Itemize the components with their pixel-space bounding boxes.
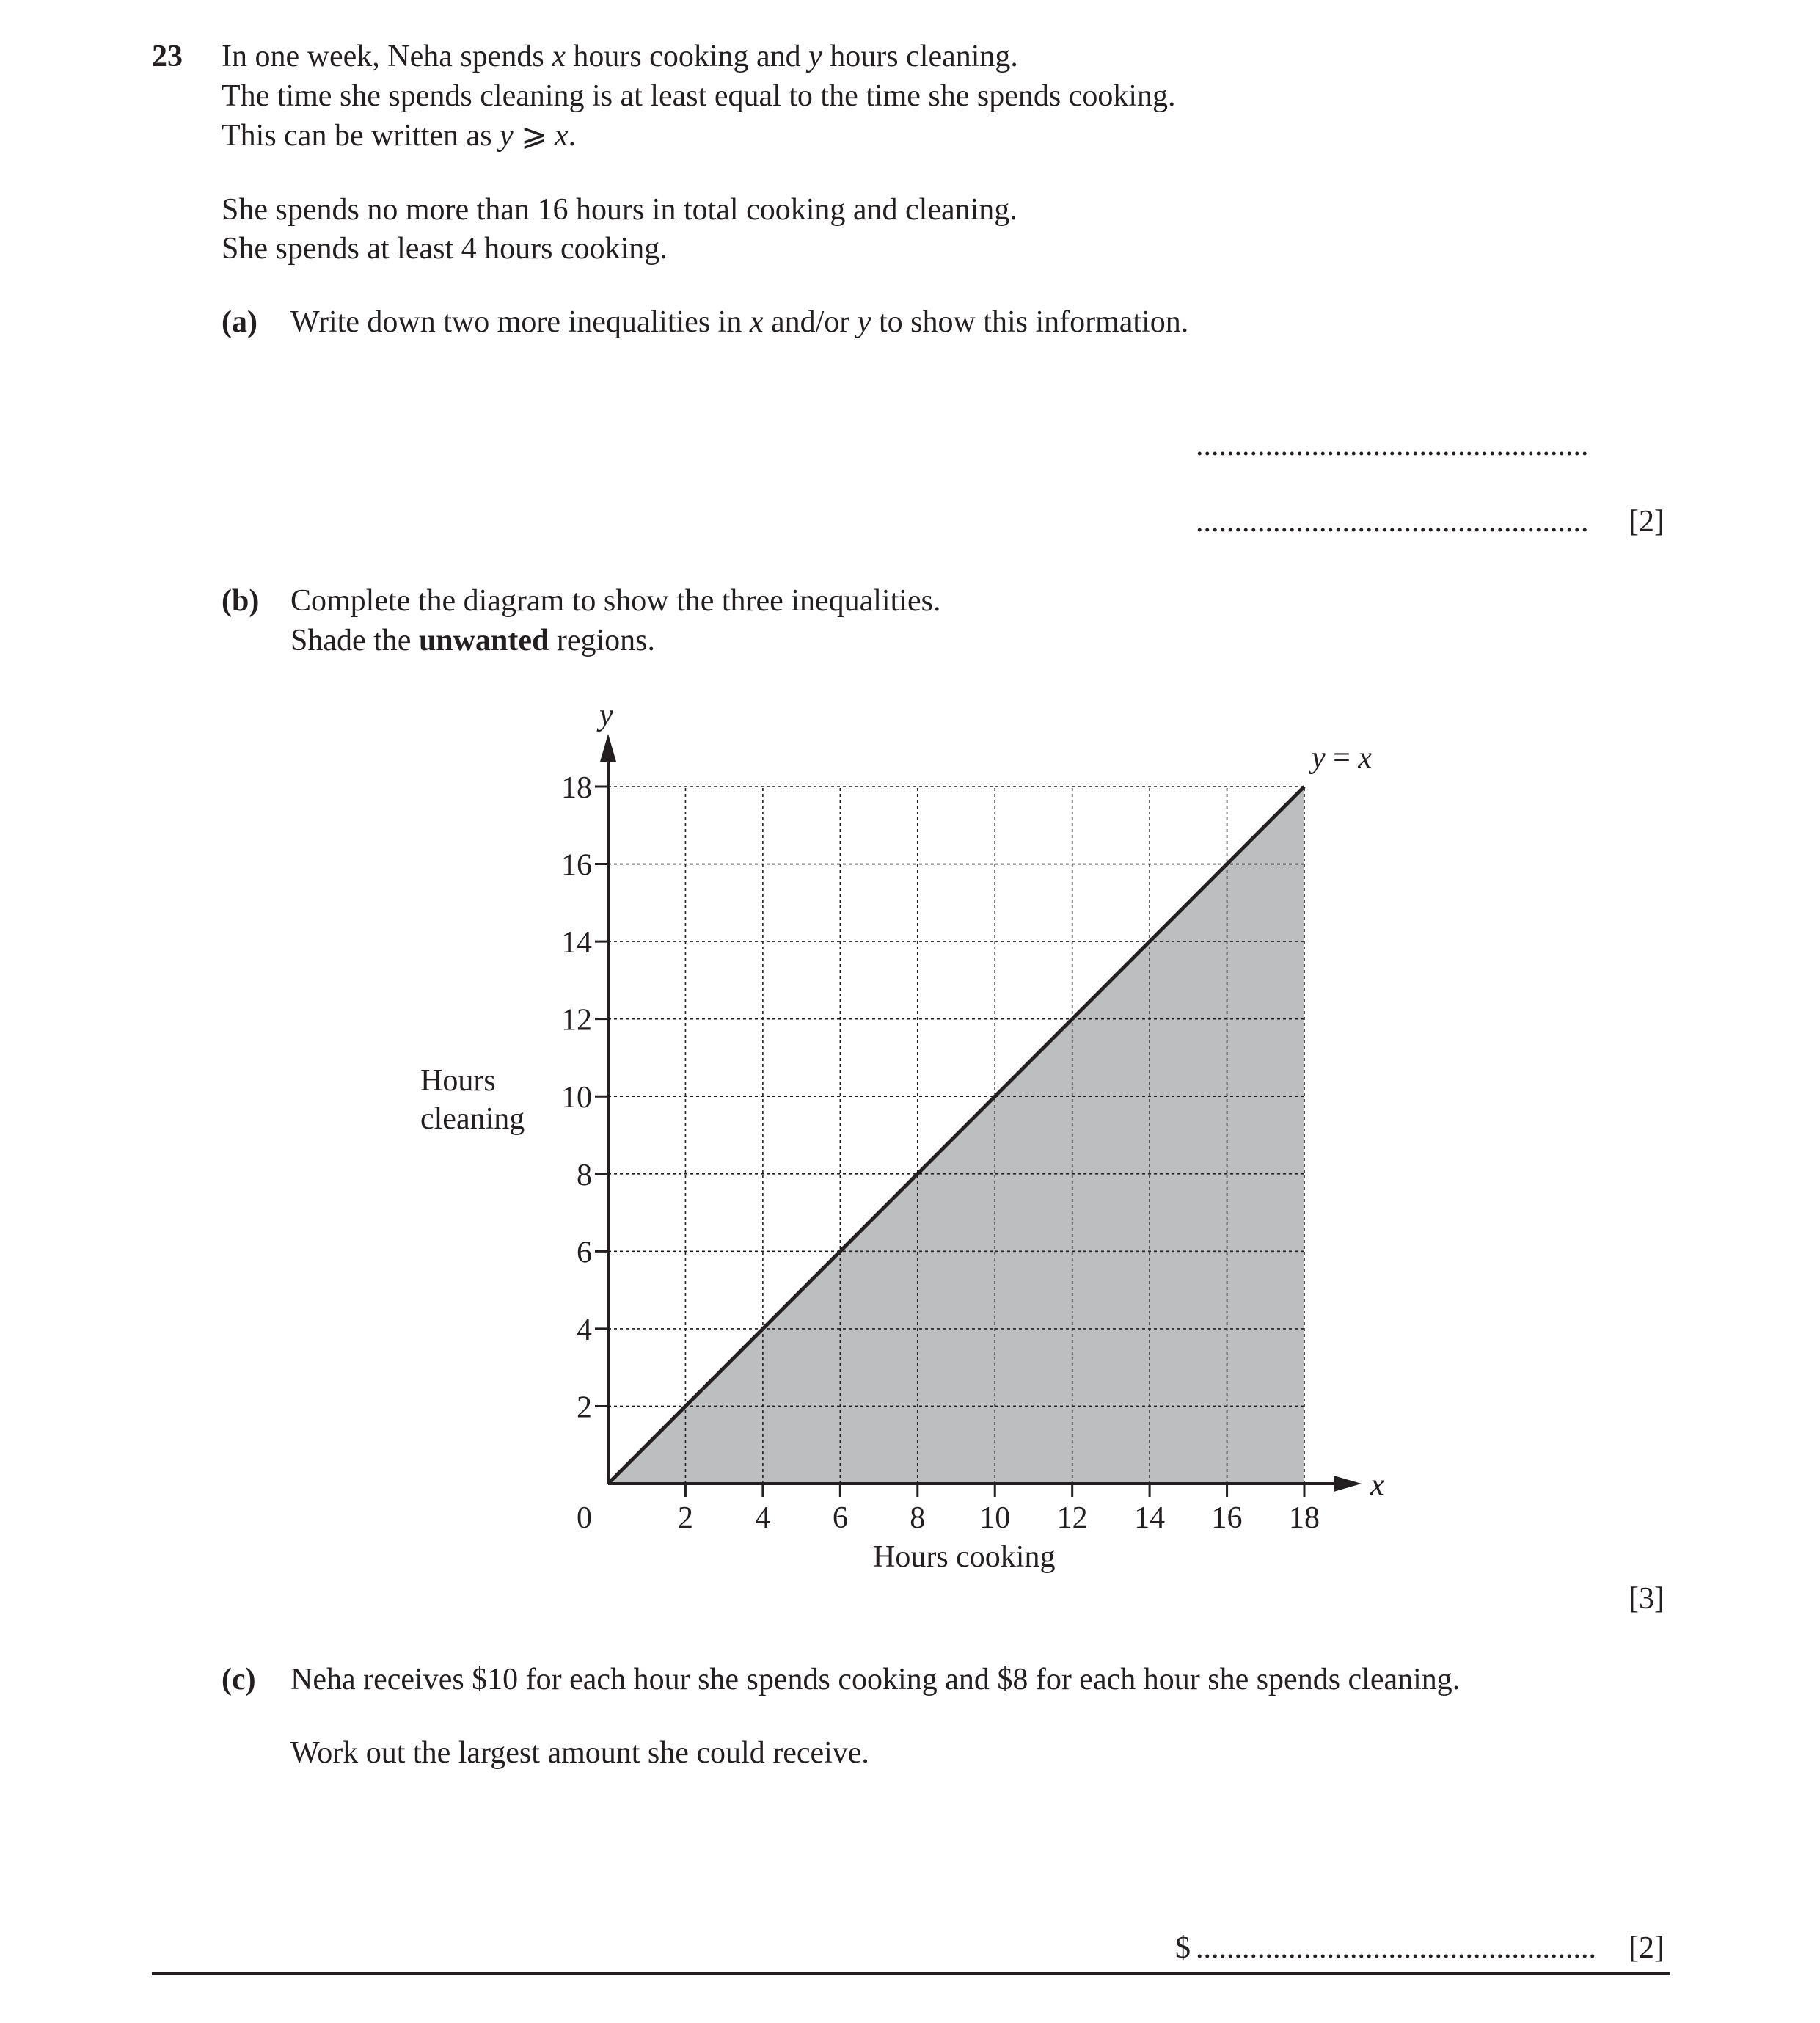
y-tick-label-2: 2 — [577, 1390, 592, 1425]
y-axis-symbol: y — [599, 699, 613, 732]
part-b-label: (b) — [222, 584, 260, 618]
y-tick-label-14: 14 — [561, 926, 592, 961]
x-tick-label-12: 12 — [1056, 1501, 1088, 1535]
y-axis-title-line-2: cleaning — [420, 1102, 525, 1136]
part-b-instruction-1: Complete the diagram to show the three inequalities. — [290, 584, 941, 618]
part-a-question: Write down two more inequalities in x and/or y to show this information. — [290, 305, 1189, 339]
origin-label: 0 — [577, 1501, 592, 1535]
y-tick-label-12: 12 — [561, 1003, 592, 1038]
y-tick-label-6: 6 — [577, 1236, 592, 1270]
x-tick-label-6: 6 — [832, 1501, 848, 1535]
part-a-answer-line-2[interactable]: ................................................... — [1196, 505, 1589, 539]
bottom-rule — [152, 1972, 1670, 1975]
intro-line-5: She spends at least 4 hours cooking. — [222, 232, 668, 266]
part-c-question-1: Neha receives $10 for each hour she spends cooking and $8 for each hour she spends cleaning. — [290, 1663, 1461, 1696]
line-label-y-equals-x: y = x — [1312, 741, 1372, 775]
x-axis-title: Hours cooking — [873, 1540, 1056, 1574]
y-tick-label-8: 8 — [577, 1158, 592, 1192]
part-a-answer-line-1[interactable]: ................................................... — [1196, 429, 1589, 462]
intro-line-2: The time she spends cleaning is at least equal to the time she spends cooking. — [222, 79, 1176, 113]
x-tick-label-8: 8 — [910, 1501, 926, 1535]
part-c-label: (c) — [222, 1663, 256, 1696]
y-axis-title-line-1: Hours — [420, 1064, 496, 1098]
part-a-label: (a) — [222, 305, 257, 339]
y-tick-label-10: 10 — [561, 1081, 592, 1115]
x-tick-label-16: 16 — [1211, 1501, 1243, 1535]
x-tick-label-18: 18 — [1289, 1501, 1320, 1535]
x-axis-arrow-icon — [1334, 1476, 1362, 1492]
x-tick-label-14: 14 — [1134, 1501, 1166, 1535]
x-tick-label-4: 4 — [755, 1501, 771, 1535]
x-tick-label-2: 2 — [677, 1501, 693, 1535]
y-axis-arrow-icon — [600, 734, 616, 762]
part-b-instruction-2: Shade the unwanted regions. — [290, 624, 656, 657]
part-c-dollar-sign: $ — [1175, 1931, 1191, 1965]
y-tick-label-4: 4 — [577, 1313, 592, 1347]
intro-line-1: In one week, Neha spends x hours cooking and y hours cleaning. — [222, 40, 1018, 73]
y-tick-label-16: 16 — [561, 848, 592, 883]
intro-line-3: This can be written as y ⩾ x. — [222, 119, 577, 153]
question-number: 23 — [152, 40, 183, 73]
y-tick-label-18: 18 — [561, 771, 592, 805]
intro-line-4: She spends no more than 16 hours in total cooking and cleaning. — [222, 193, 1017, 227]
part-c-answer-line[interactable]: .................................................... — [1196, 1931, 1596, 1965]
part-b-marks: [3] — [1629, 1582, 1664, 1616]
part-a-marks: [2] — [1629, 505, 1664, 539]
part-c-marks: [2] — [1629, 1931, 1664, 1965]
x-tick-label-10: 10 — [979, 1501, 1011, 1535]
part-c-question-2: Work out the largest amount she could receive. — [290, 1736, 869, 1770]
x-axis-symbol: x — [1370, 1468, 1384, 1502]
